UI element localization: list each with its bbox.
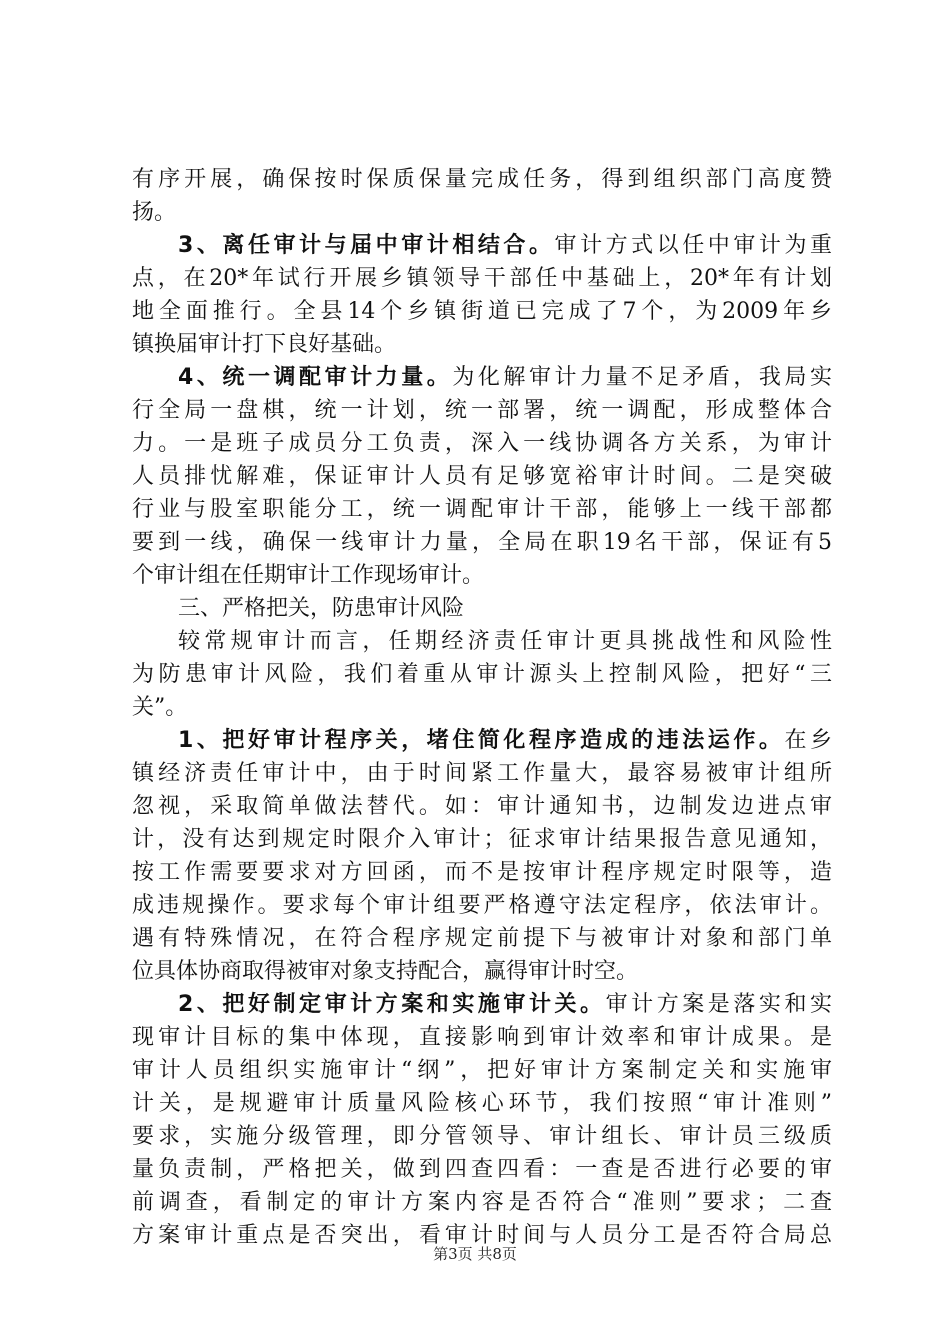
line-text: 行全局一盘棋，统一计划，统一部署，统一调配，形成整体合 (132, 398, 832, 423)
line-text: 点，在20*年试行开展乡镇领导干部任中基础上，20*年有计划 (132, 266, 832, 291)
text-line (132, 592, 832, 625)
line-text: 要求，实施分级管理，即分管领导、审计组长、审计员三级质 (132, 1124, 832, 1149)
line-text: 要到一线，确保一线审计力量，全局在职19名干部，保证有5 (132, 530, 832, 555)
text-line (132, 625, 832, 658)
line-text: 审计方式以任中审计为重 (554, 233, 832, 258)
line-text: 较常规审计而言，任期经济责任审计更具挑战性和风险性 (178, 629, 832, 654)
line-text: 人员排忧解难，保证审计人员有足够宽裕审计时间。二是突破 (132, 464, 832, 489)
line-text: 关”。 (132, 695, 188, 720)
text-line (132, 724, 832, 757)
bold-heading: 4、统一调配审计力量。 (178, 365, 453, 390)
line-text: 有序开展，确保按时保质保量完成任务，得到组织部门高度赞 (132, 167, 832, 192)
text-line (132, 889, 832, 922)
text-line (132, 394, 832, 427)
bold-heading: 2、把好制定审计方案和实施审计关。 (178, 992, 606, 1017)
line-text: 计，没有达到规定时限介入审计；征求审计结果报告意见通知， (132, 827, 832, 852)
text-line (132, 757, 832, 790)
line-text: 现审计目标的集中体现，直接影响到审计效率和审计成果。是 (132, 1025, 832, 1050)
line-text: 位具体协商取得被审对象支持配合，赢得审计时空。 (132, 959, 639, 984)
line-text: 在乡 (784, 728, 832, 753)
line-text: 方案审计重点是否突出，看审计时间与人员分工是否符合局总 (132, 1223, 832, 1248)
line-text: 为化解审计力量不足矛盾，我局实 (452, 365, 832, 390)
text-line (132, 295, 832, 328)
text-line (132, 955, 832, 988)
line-text: 审计方案是落实和实 (605, 992, 832, 1017)
text-line (132, 460, 832, 493)
text-line (132, 526, 832, 559)
text-line (132, 229, 832, 262)
text-line (132, 427, 832, 460)
text-line (132, 922, 832, 955)
line-text: 行业与股室职能分工，统一调配审计干部，能够上一线干部都 (132, 497, 832, 522)
line-text: 忽视，采取简单做法替代。如：审计通知书，边制发边进点审 (132, 794, 832, 819)
text-line (132, 196, 832, 229)
text-line (132, 658, 832, 691)
line-text: 前调查，看制定的审计方案内容是否符合“准则”要求；二查 (132, 1190, 832, 1215)
line-text: 力。一是班子成员分工负责，深入一线协调各方关系，为审计 (132, 431, 832, 456)
text-line (132, 1186, 832, 1219)
line-text: 个审计组在任期审计工作现场审计。 (132, 563, 485, 588)
line-text: 地全面推行。全县14个乡镇街道已完成了7个，为2009年乡 (132, 299, 832, 324)
line-text: 成违规操作。要求每个审计组要严格遵守法定程序，依法审计。 (132, 893, 832, 918)
text-line (132, 493, 832, 526)
text-line (132, 1021, 832, 1054)
text-line (132, 1153, 832, 1186)
line-text: 镇换届审计打下良好基础。 (132, 332, 397, 357)
line-text: 镇经济责任审计中，由于时间紧工作量大，最容易被审计组所 (132, 761, 832, 786)
line-text: 扬。 (132, 200, 177, 225)
line-text: 遇有特殊情况，在符合程序规定前提下与被审计对象和部门单 (132, 926, 832, 951)
text-line (132, 1054, 832, 1087)
page-footer: 第3页 共8页 (433, 1245, 517, 1263)
text-line (132, 262, 832, 295)
text-line (132, 163, 832, 196)
text-line (132, 988, 832, 1021)
line-text: 按工作需要要求对方回函，而不是按审计程序规定时限等，造 (132, 860, 832, 885)
line-text: 为防患审计风险，我们着重从审计源头上控制风险，把好“三 (132, 662, 832, 687)
line-text: 量负责制，严格把关，做到四查四看：一查是否进行必要的审 (132, 1157, 832, 1182)
text-line (132, 328, 832, 361)
text-line (132, 361, 832, 394)
text-line (132, 1120, 832, 1153)
text-line (132, 790, 832, 823)
text-line (132, 559, 832, 592)
line-text: 三、严格把关，防患审计风险 (178, 596, 465, 621)
text-line (132, 1087, 832, 1120)
bold-heading: 3、离任审计与届中审计相结合。 (178, 233, 555, 258)
bold-heading: 1、把好审计程序关，堵住简化程序造成的违法运作。 (178, 728, 785, 753)
text-line (132, 823, 832, 856)
document-body (132, 163, 832, 1252)
text-line (132, 856, 832, 889)
text-line (132, 691, 832, 724)
line-text: 计关，是规避审计质量风险核心环节，我们按照“审计准则” (132, 1091, 832, 1116)
line-text: 审计人员组织实施审计“纲”，把好审计方案制定关和实施审 (132, 1058, 832, 1083)
